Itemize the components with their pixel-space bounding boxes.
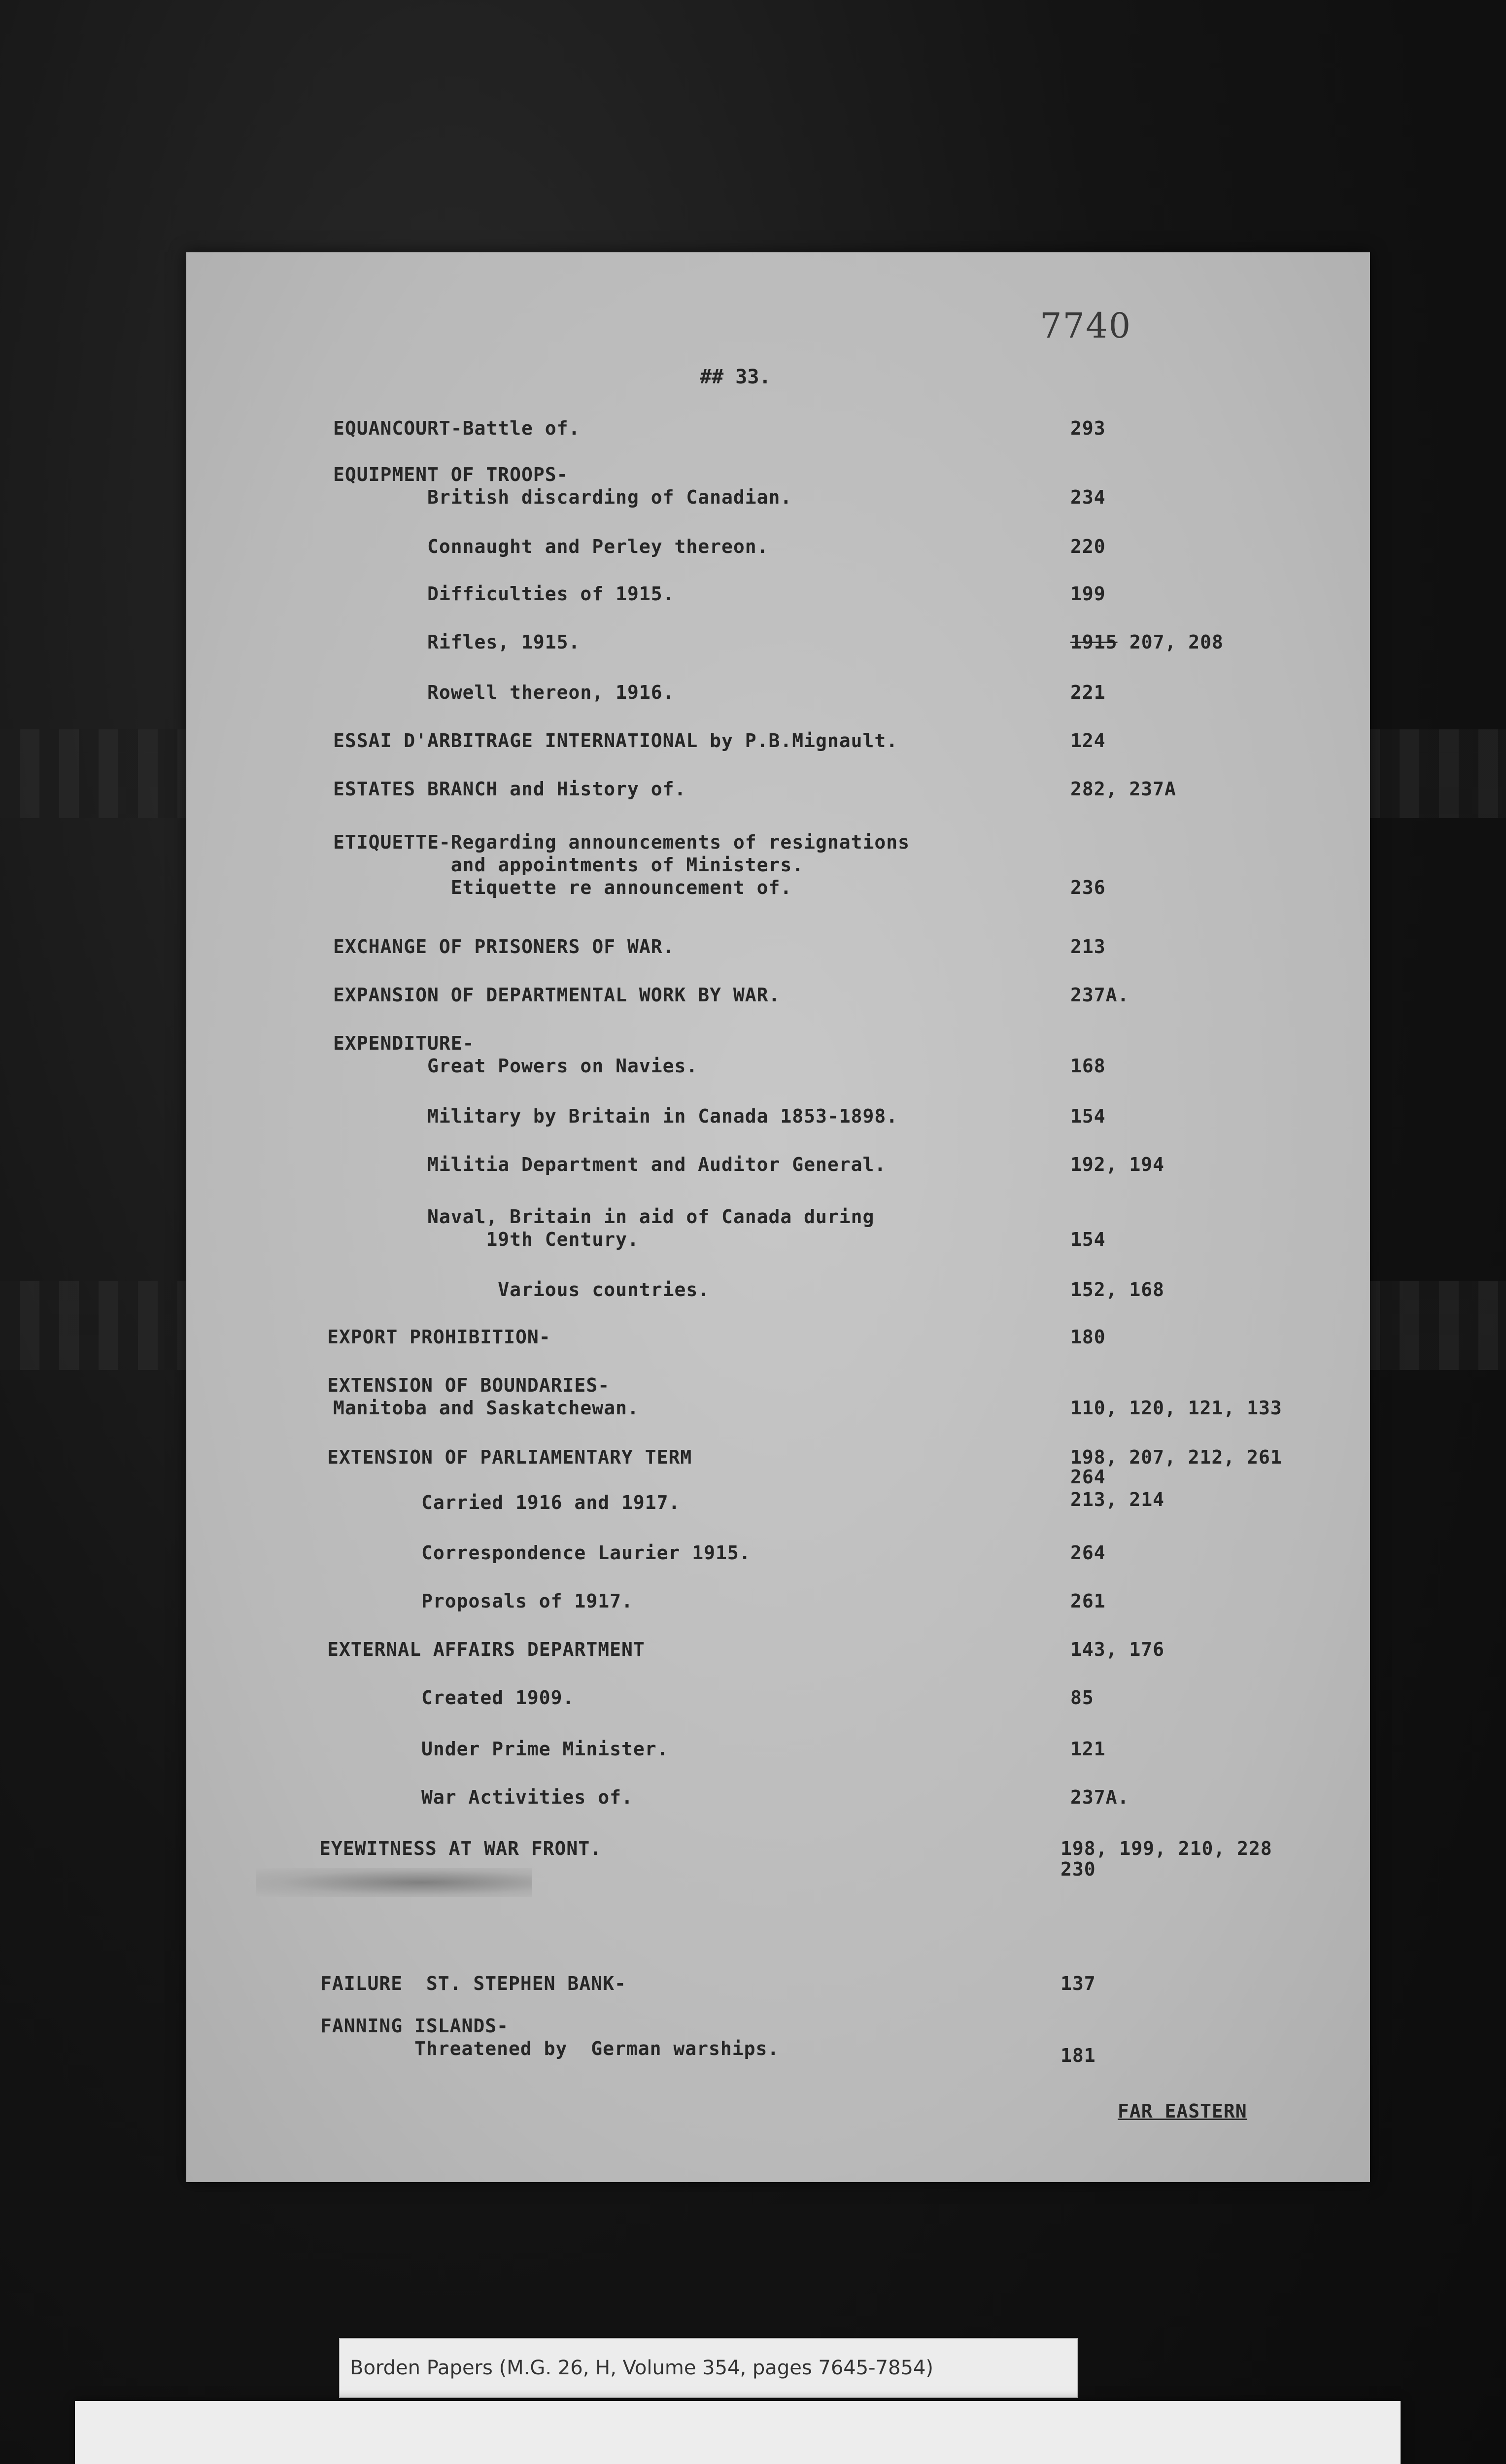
- entry-subitem: Militia Department and Auditor General.: [333, 1154, 887, 1175]
- entry-heading: EXPENDITURE-: [333, 1032, 475, 1054]
- entry-subitem: Created 1909.: [327, 1687, 575, 1709]
- entry-heading: EYEWITNESS AT WAR FRONT.: [319, 1838, 602, 1859]
- entry-subitem: War Activities of.: [327, 1786, 633, 1808]
- entry-pages: 181: [1061, 2045, 1096, 2066]
- entry-subitem: Threatened by German warships.: [320, 2038, 780, 2059]
- entry-heading: ESSAI D'ARBITRAGE INTERNATIONAL by P.B.Mignault.: [333, 730, 898, 752]
- entry-heading: EXPANSION OF DEPARTMENTAL WORK BY WAR.: [333, 984, 781, 1006]
- entry-pages: 264: [1070, 1542, 1106, 1564]
- section-number: ## 33.: [700, 366, 771, 388]
- entry-subitem: Manitoba and Saskatchewan.: [333, 1397, 639, 1419]
- entry-pages: 261: [1070, 1590, 1106, 1612]
- entry-subitem: Carried 1916 and 1917.: [327, 1492, 681, 1513]
- entry-pages: 143, 176: [1070, 1639, 1165, 1660]
- entry-subitem: Great Powers on Navies.: [333, 1055, 698, 1077]
- entry-pages: 192, 194: [1070, 1154, 1165, 1175]
- entry-pages: 293: [1070, 417, 1106, 439]
- catchword-far-eastern: FAR EASTERN: [1118, 2100, 1247, 2122]
- index-page: [186, 252, 1370, 2182]
- entry-pages: 230: [1061, 1858, 1096, 1880]
- entry-subitem: Etiquette re announcement of.: [333, 877, 792, 898]
- entry-subitem: Military by Britain in Canada 1853-1898.: [333, 1105, 898, 1127]
- entry-pages: 264: [1070, 1466, 1106, 1488]
- entry-heading: ESTATES BRANCH and History of.: [333, 778, 686, 800]
- entry-pages: 207, 208: [1118, 631, 1224, 653]
- entry-pages: 154: [1070, 1229, 1106, 1250]
- entry-pages: 154: [1070, 1105, 1106, 1127]
- entry-pages: 213: [1070, 936, 1106, 958]
- entry-subitem: British discarding of Canadian.: [333, 486, 792, 508]
- entry-heading: EQUIPMENT OF TROOPS-: [333, 464, 569, 485]
- archives-card: [75, 2401, 1401, 2464]
- entry-subitem: Correspondence Laurier 1915.: [327, 1542, 751, 1564]
- entry-pages: 213, 214: [1070, 1489, 1165, 1510]
- entry-subitem: Naval, Britain in aid of Canada during: [333, 1206, 875, 1228]
- entry-subitem: and appointments of Ministers.: [333, 854, 804, 876]
- entry-pages: 234: [1070, 486, 1106, 508]
- entry-pages: 221: [1070, 682, 1106, 703]
- entry-heading: ETIQUETTE-Regarding announcements of resignations: [333, 831, 910, 853]
- entry-subitem: Rifles, 1915.: [333, 631, 581, 653]
- ink-smudge: [256, 1868, 532, 1897]
- struck-page: 1915: [1070, 631, 1118, 653]
- entry-heading: EQUANCOURT-Battle of.: [333, 417, 581, 439]
- reel-caption: Borden Papers (M.G. 26, H, Volume 354, pages 7645-7854): [339, 2338, 1078, 2398]
- entry-heading: EXTERNAL AFFAIRS DEPARTMENT: [327, 1639, 645, 1660]
- entry-subitem: Connaught and Perley thereon.: [333, 536, 769, 557]
- entry-pages: 121: [1070, 1738, 1106, 1760]
- entry-pages: 198, 207, 212, 261: [1070, 1446, 1282, 1468]
- entry-pages: 236: [1070, 877, 1106, 898]
- entry-pages: 137: [1061, 1973, 1096, 1994]
- entry-heading: EXPORT PROHIBITION-: [327, 1326, 551, 1348]
- entry-pages: 220: [1070, 536, 1106, 557]
- entry-pages: 198, 199, 210, 228: [1061, 1838, 1272, 1859]
- entry-heading: EXTENSION OF PARLIAMENTARY TERM: [327, 1446, 692, 1468]
- entry-pages: 168: [1070, 1055, 1106, 1077]
- entry-pages: 110, 120, 121, 133: [1070, 1397, 1282, 1419]
- entry-pages: 124: [1070, 730, 1106, 752]
- entry-pages: 199: [1070, 583, 1106, 605]
- entry-pages: 237A.: [1070, 984, 1130, 1006]
- entry-pages: 180: [1070, 1326, 1106, 1348]
- entry-subitem: Under Prime Minister.: [327, 1738, 669, 1760]
- entry-heading: FAILURE ST. STEPHEN BANK-: [320, 1973, 626, 1994]
- entry-pages: 237A.: [1070, 1786, 1130, 1808]
- entry-subitem: Difficulties of 1915.: [333, 583, 675, 605]
- entry-heading: EXCHANGE OF PRISONERS OF WAR.: [333, 936, 675, 958]
- entry-subitem: Proposals of 1917.: [327, 1590, 633, 1612]
- entry-subitem: Rowell thereon, 1916.: [333, 682, 675, 703]
- entry-pages: 85: [1070, 1687, 1094, 1709]
- entry-subitem: Various countries.: [333, 1279, 710, 1300]
- entry-pages: 282, 237A: [1070, 778, 1176, 800]
- entry-heading: FANNING ISLANDS-: [320, 2015, 509, 2037]
- page-number: 7740: [1040, 306, 1132, 346]
- entry-heading: EXTENSION OF BOUNDARIES-: [327, 1374, 610, 1396]
- entry-pages: 152, 168: [1070, 1279, 1165, 1300]
- entry-subitem: 19th Century.: [333, 1229, 639, 1250]
